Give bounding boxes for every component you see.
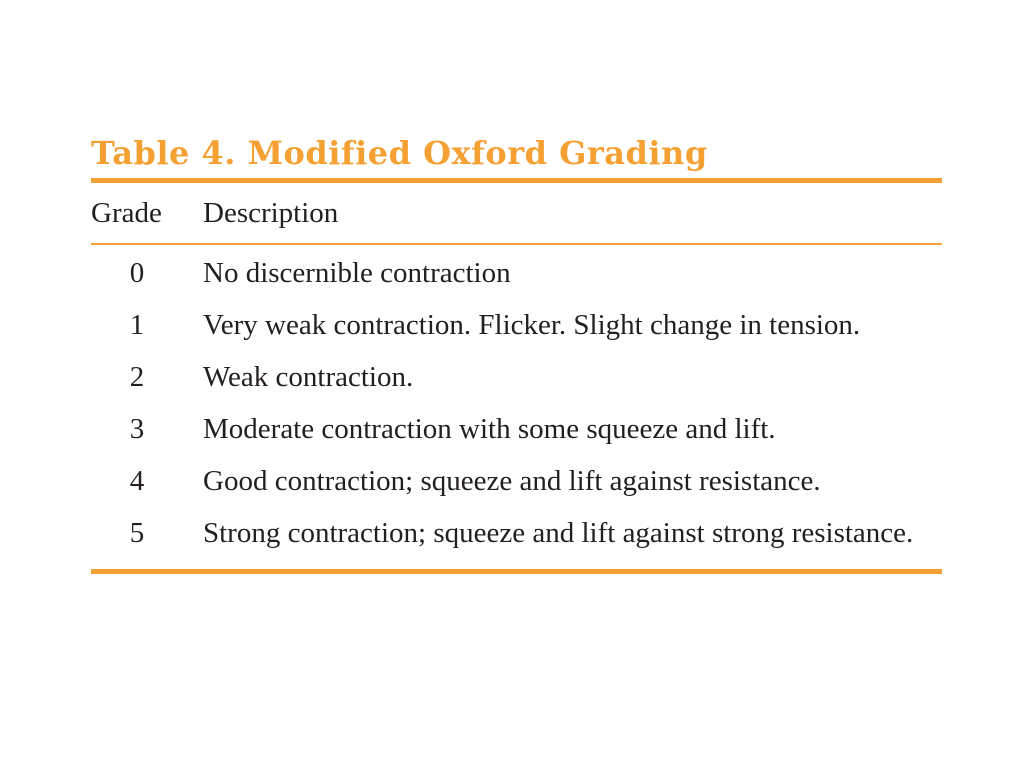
description-cell: Good contraction; squeeze and lift against resistance. — [203, 465, 821, 497]
table-row — [91, 409, 942, 449]
table-header-row — [91, 183, 942, 243]
grade-cell: 1 — [129, 309, 145, 341]
description-cell: Moderate contraction with some squeeze and lift. — [203, 413, 776, 445]
table-row — [91, 461, 942, 501]
grade-cell: 3 — [129, 413, 145, 445]
description-cell: No discernible contraction — [203, 257, 511, 289]
table-row — [91, 305, 942, 345]
table-body — [91, 245, 942, 569]
header-grade: Grade — [91, 196, 162, 229]
grade-cell: 0 — [129, 257, 145, 289]
oxford-grading-table — [91, 128, 942, 574]
description-cell: Strong contraction; squeeze and lift against strong resistance. — [203, 517, 914, 549]
description-cell: Very weak contraction. Flicker. Slight change in tension. — [203, 309, 861, 341]
table-title: Table 4. Modified Oxford Grading — [91, 134, 708, 172]
description-cell: Weak contraction. — [203, 361, 414, 393]
table-row — [91, 357, 942, 397]
bottom-rule — [91, 569, 942, 574]
header-description: Description — [203, 196, 339, 229]
grade-cell: 2 — [129, 361, 145, 393]
table-row — [91, 253, 942, 293]
grade-cell: 5 — [129, 517, 145, 549]
table-row — [91, 513, 942, 553]
grade-cell: 4 — [129, 465, 145, 497]
